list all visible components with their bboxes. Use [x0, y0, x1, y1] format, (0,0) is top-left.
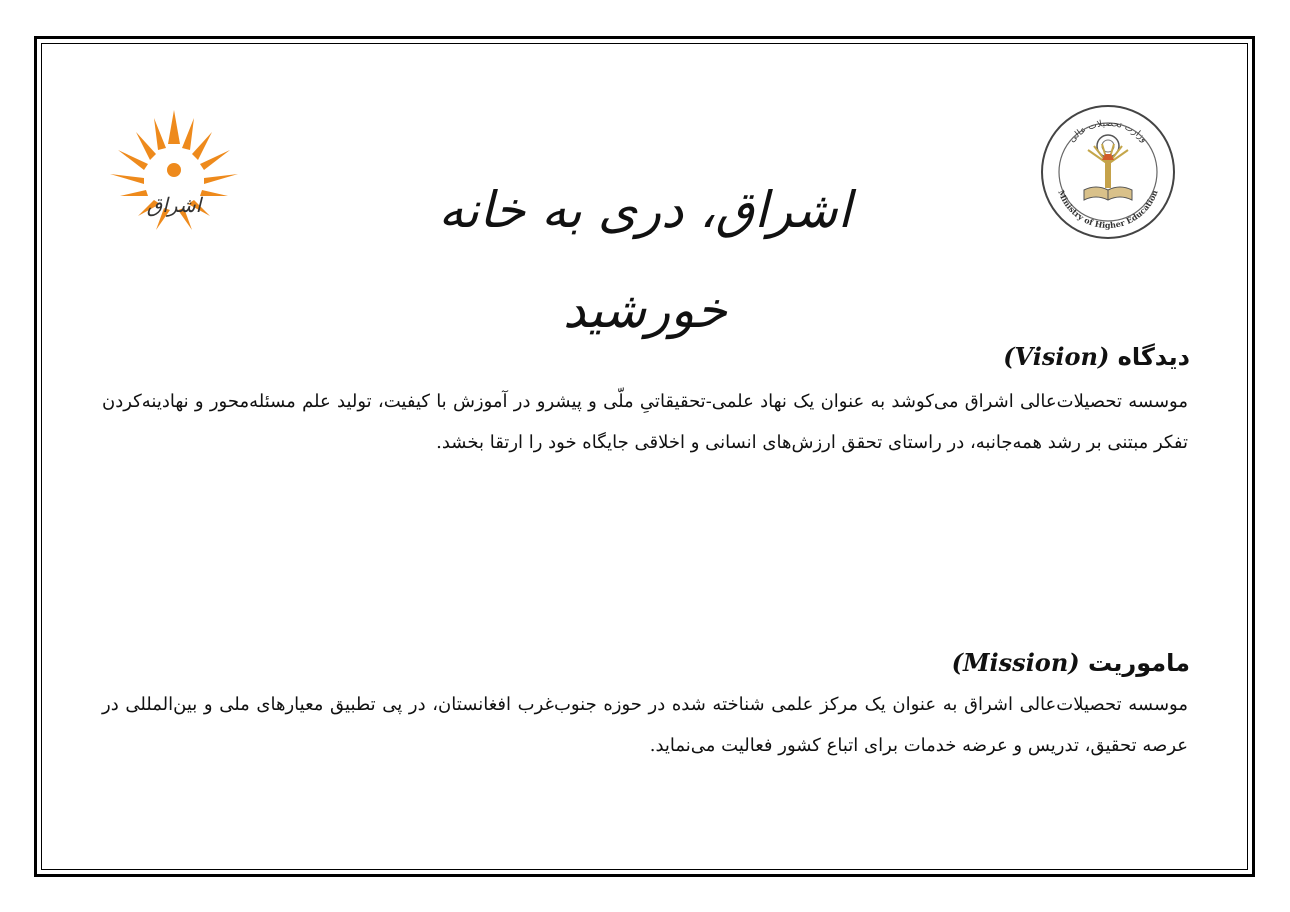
mission-heading-en: (Mission): [951, 648, 1080, 677]
mission-heading-fa: ماموریت: [1087, 649, 1190, 677]
mission-heading: [952, 648, 1190, 677]
eshragh-sun-logo-icon: [104, 104, 244, 244]
ministry-seal-icon: [1040, 104, 1176, 240]
seal-text-top: وزارت تحصیلات عالی: [1067, 118, 1149, 145]
vision-heading-fa: دیدگاه: [1117, 343, 1190, 371]
eshragh-wordmark: اشراق: [146, 193, 202, 217]
seal-text-bottom: Ministry of Higher Education: [1056, 188, 1160, 231]
vision-heading-en: (Vision): [1003, 342, 1110, 371]
slogan-calligraphy: اشراق، دری به خانه خورشید: [438, 181, 852, 339]
vision-paragraph: موسسه تحصیلات‌عالی اشراق می‌کوشد به عنوان یک نهاد علمی-تحقیقاتیِ ملّی و پیشرو در آموزش با کیفیت، تولید علم مسئله‌محور و نهادینه‌کردن تفکر مبتنی بر رشد همه‌جانبه، در راستای تحقق ارزش‌های انسانی و اخلاقی جایگاه خود را ارتقا بخشد.: [102, 391, 1188, 453]
vision-heading: [1003, 342, 1190, 371]
mission-paragraph: موسسه تحصیلات‌عالی اشراق به عنوان یک مرکز علمی شناخته شده در حوزه جنوب‌غرب افغانستان، در پی تطبیق معیارهای ملی و بین‌المللی در عرصه تحقیق، تدریس و عرضه خدمات برای اتباع کشور فعالیت می‌نماید.: [102, 694, 1188, 756]
